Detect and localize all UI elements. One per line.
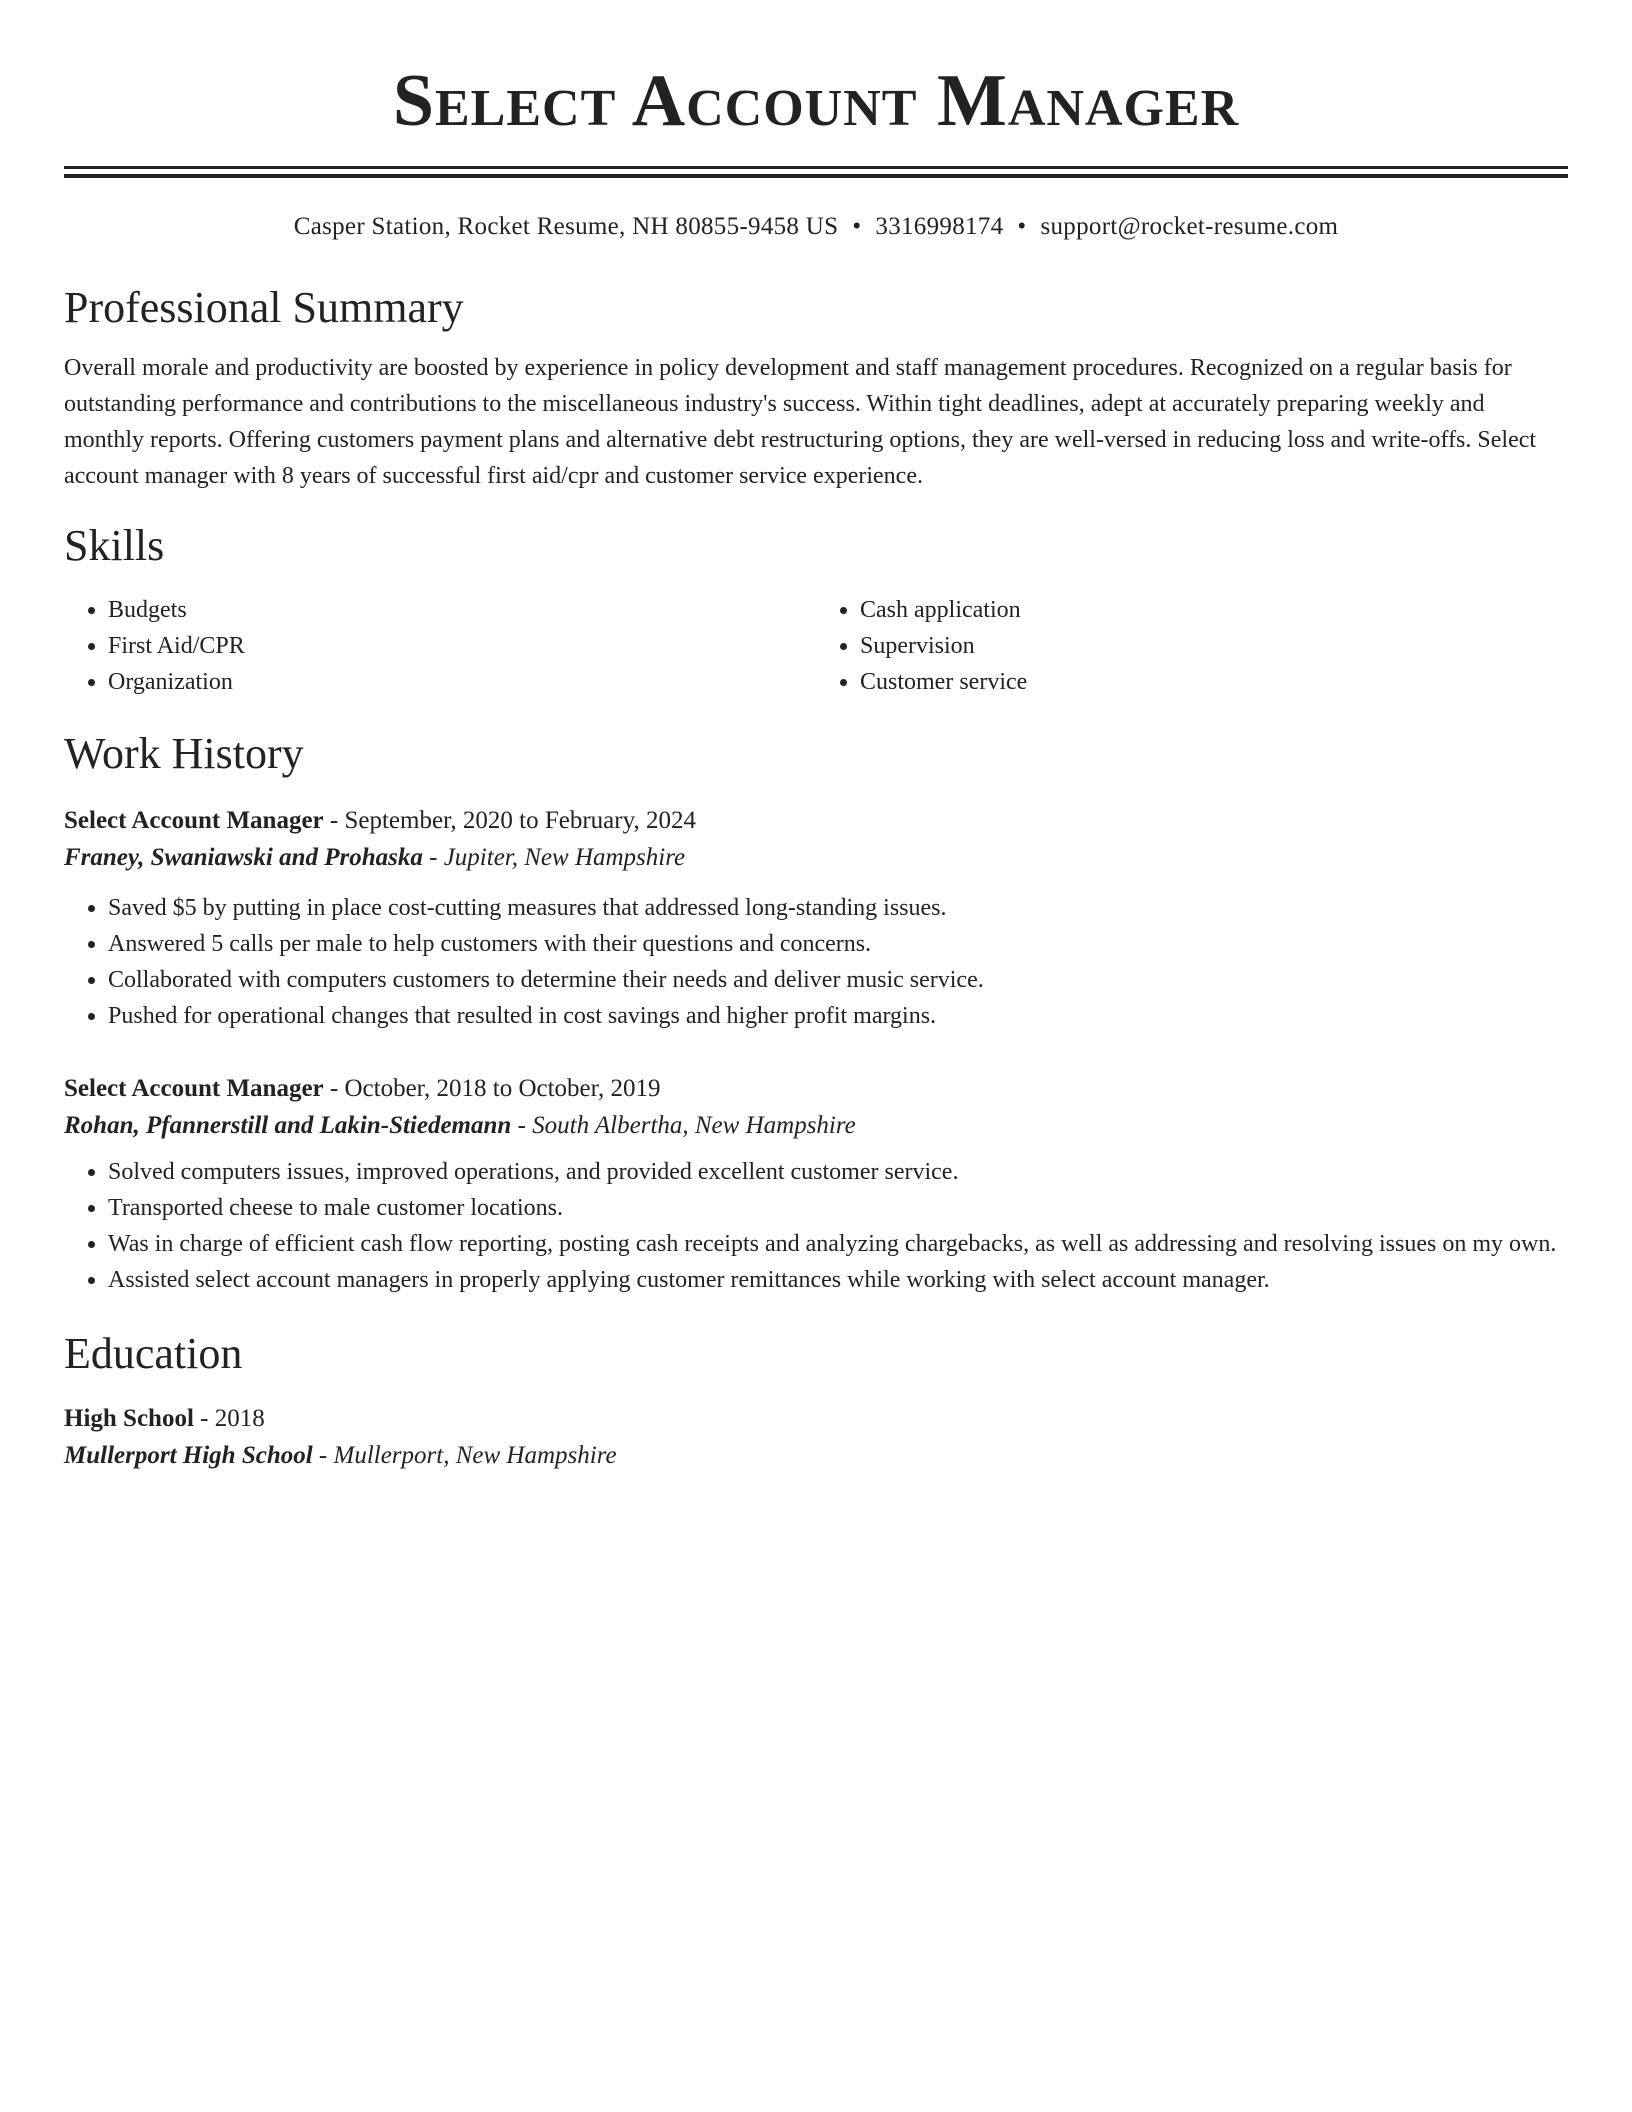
education-school-line [64,1440,1568,1472]
job-bullet: • Assisted select account managers in properly applying customer remittances while working with select account manager. [108,1262,1568,1298]
contact-separator: • [852,213,862,240]
header-divider-top [64,166,1568,169]
work-entry [64,1072,1568,1298]
employer-line [64,842,1568,874]
job-bullet: • Was in charge of efficient cash flow reporting, posting cash receipts and analyzing chargebacks, as well as addressing and resolving issues on my own. [108,1226,1568,1262]
skill-item: • Budgets [108,592,816,628]
summary-section-title: Professional Summary [64,283,464,332]
skills-column-left [64,592,816,700]
skill-item: • First Aid/CPR [108,628,816,664]
job-bullet: • Solved computers issues, improved operations, and provided excellent customer service. [108,1154,1568,1190]
job-title-line [64,804,1568,838]
skill-item: • Cash application [860,592,1568,628]
contact-line [64,212,1568,242]
resume-name-heading: Select Account Manager [392,60,1240,142]
skill-item: • Organization [108,664,816,700]
job-bullet: • Pushed for operational changes that resulted in cost savings and higher profit margins. [108,998,1568,1034]
employer-line [64,1110,1568,1142]
job-bullet: • Saved $5 by putting in place cost-cutting measures that addressed long-standing issues. [108,890,1568,926]
job-bullets [64,1154,1568,1298]
summary-text: Overall morale and productivity are boosted by experience in policy development and staff management procedures. Recognized on a regular basis for outstanding performance and contributions to the miscellaneous industry's success. Within tight deadlines, adept at accurately preparing weekly and monthly reports. Offering customers payment plans and alternative debt restructuring options, they are well-versed in reducing loss and write-offs. Select account manager with 8 years of successful first aid/cpr and customer service experience. [64,355,1537,489]
job-dates: - October, 2018 to October, 2019 [323,1075,661,1102]
work-entry [64,804,1568,1034]
skills-list [64,592,1568,700]
job-bullet: • Answered 5 calls per male to help customers with their questions and concerns. [108,926,1568,962]
employer-location: - South Albertha, New Hampshire [511,1112,856,1139]
job-bullet: • Transported cheese to male customer locations. [108,1190,1568,1226]
employer-name: Rohan, Pfannerstill and Lakin-Stiedemann [64,1112,512,1139]
contact-address: Casper Station, Rocket Resume, NH 80855-9458 US [293,213,839,240]
education-location: - Mullerport, New Hampshire [312,1442,617,1469]
skills-section-title: Skills [64,521,165,570]
contact-separator: • [1017,213,1027,240]
skill-item: • Customer service [860,664,1568,700]
education-degree: High School [64,1405,194,1432]
employer-name: Franey, Swaniawski and Prohaska [64,844,423,871]
job-title-line [64,1072,1568,1106]
job-bullet: • Collaborated with computers customers to determine their needs and deliver music service. [108,962,1568,998]
work-history-section-title: Work History [64,729,304,778]
job-role: Select Account Manager [64,1075,324,1102]
education-year: - 2018 [193,1405,265,1432]
education-degree-line [64,1402,1568,1436]
employer-location: - Jupiter, New Hampshire [422,844,686,871]
skill-item: • Supervision [860,628,1568,664]
skills-column-right [816,592,1568,700]
job-role: Select Account Manager [64,807,324,834]
contact-email: support@rocket-resume.com [1040,213,1339,240]
job-dates: - September, 2020 to February, 2024 [323,807,696,834]
header-divider-bottom [64,174,1568,178]
contact-phone: 3316998174 [875,213,1004,240]
education-school: Mullerport High School [64,1442,313,1469]
education-section-title: Education [64,1329,243,1378]
job-bullets [64,890,1568,1034]
